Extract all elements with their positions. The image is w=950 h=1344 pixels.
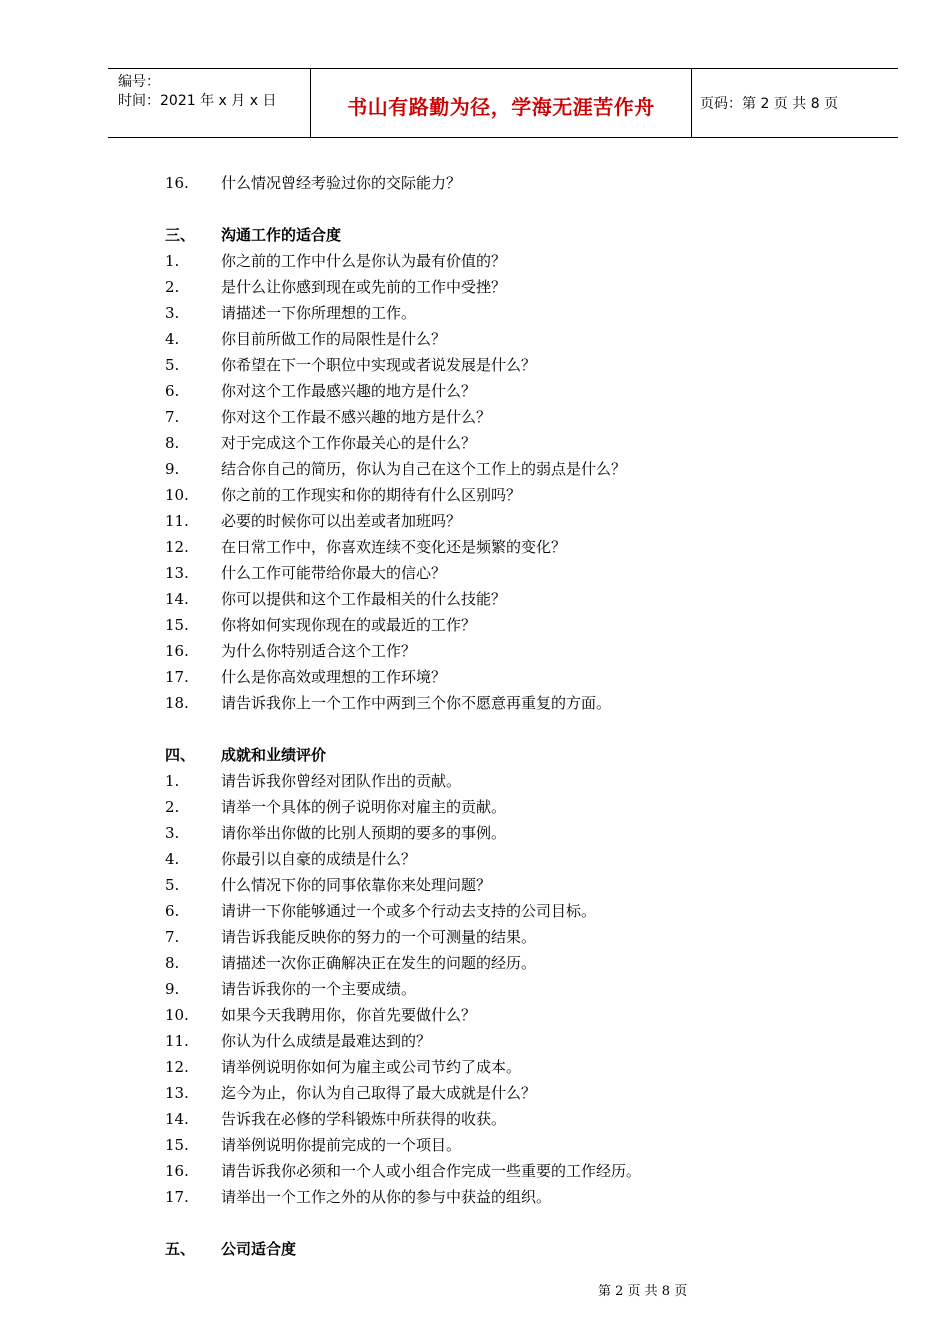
item-text: 对于完成这个工作你最关心的是什么？ (221, 434, 477, 452)
list-item (165, 352, 865, 378)
header-page-info: 页码：第 2 页 共 8 页 (700, 96, 839, 112)
item-number: 11. (165, 1032, 189, 1050)
item-text: 如果今天我聘用你，你首先要做什么？ (221, 1006, 477, 1024)
item-text: 你对这个工作最不感兴趣的地方是什么？ (221, 408, 492, 426)
item-number: 3. (165, 304, 180, 322)
list-item (165, 300, 865, 326)
item-number: 10. (165, 1006, 189, 1024)
item-number: 16. (165, 642, 189, 660)
list-item (165, 1054, 865, 1080)
item-text: 你认为什么成绩是最难达到的？ (221, 1032, 432, 1050)
item-text: 你将如何实现你现在的或最近的工作？ (221, 616, 477, 634)
item-number: 2. (165, 278, 180, 296)
item-number: 18. (165, 694, 189, 712)
item-number: 6. (165, 382, 180, 400)
section-title: 成就和业绩评价 (221, 746, 327, 764)
list-item (165, 326, 865, 352)
item-text: 什么是你高效或理想的工作环境？ (221, 668, 447, 686)
section-title: 公司适合度 (221, 1240, 297, 1258)
item-text: 请举出一个工作之外的从你的参与中获益的组织。 (221, 1188, 552, 1206)
item-text: 什么情况曾经考验过你的交际能力？ (221, 174, 462, 192)
list-item (165, 534, 865, 560)
item-text: 你最引以自豪的成绩是什么？ (221, 850, 417, 868)
item-number: 7. (165, 408, 180, 426)
item-text: 是什么让你感到现在或先前的工作中受挫？ (221, 278, 507, 296)
item-text: 请描述一下你所理想的工作。 (221, 304, 417, 322)
item-number: 5. (165, 876, 180, 894)
list-item (165, 976, 865, 1002)
list-item (165, 924, 865, 950)
item-text: 什么工作可能带给你最大的信心？ (221, 564, 447, 582)
item-number: 1. (165, 252, 180, 270)
item-text: 你希望在下一个职位中实现或者说发展是什么？ (221, 356, 537, 374)
item-number: 4. (165, 330, 180, 348)
header-page-cell (692, 69, 898, 137)
list-item (165, 638, 865, 664)
page-header (108, 68, 898, 138)
item-number: 13. (165, 564, 189, 582)
header-motto: 书山有路勤为径，学海无涯苦作舟 (347, 95, 655, 119)
list-item (165, 820, 865, 846)
item-number: 6. (165, 902, 180, 920)
list-item (165, 872, 865, 898)
item-number: 2. (165, 798, 180, 816)
section-heading (165, 222, 865, 248)
list-item (165, 560, 865, 586)
item-text: 请告诉我你曾经对团队作出的贡献。 (221, 772, 462, 790)
list-item (165, 1132, 865, 1158)
item-text: 结合你自己的简历，你认为自己在这个工作上的弱点是什么？ (221, 460, 627, 478)
list-item (165, 456, 865, 482)
list-item (165, 274, 865, 300)
section-heading (165, 1236, 865, 1262)
item-number: 16. (165, 1162, 189, 1180)
document-date-label: 时间：2021 年 x 月 x 日 (118, 93, 277, 109)
list-item (165, 1106, 865, 1132)
item-number: 14. (165, 1110, 189, 1128)
list-item (165, 482, 865, 508)
item-text: 为什么你特别适合这个工作？ (221, 642, 417, 660)
list-item (165, 1080, 865, 1106)
item-text: 请讲一下你能够通过一个或多个行动去支持的公司目标。 (221, 902, 597, 920)
item-number: 16. (165, 174, 189, 192)
list-item (165, 690, 865, 716)
document-body (165, 170, 865, 1262)
section-number: 三、 (165, 226, 196, 244)
item-number: 14. (165, 590, 189, 608)
section-title: 沟通工作的适合度 (221, 226, 342, 244)
list-item (165, 378, 865, 404)
item-number: 12. (165, 1058, 189, 1076)
item-text: 你目前所做工作的局限性是什么？ (221, 330, 447, 348)
item-text: 请你举出你做的比别人预期的要多的事例。 (221, 824, 507, 842)
list-item (165, 898, 865, 924)
item-text: 请举例说明你提前完成的一个项目。 (221, 1136, 462, 1154)
list-item (165, 950, 865, 976)
item-text: 告诉我在必修的学科锻炼中所获得的收获。 (221, 1110, 507, 1128)
item-number: 12. (165, 538, 189, 556)
item-text: 请举一个具体的例子说明你对雇主的贡献。 (221, 798, 507, 816)
item-number: 8. (165, 954, 180, 972)
document-number-label: 编号： (118, 74, 160, 90)
item-text: 请描述一次你正确解决正在发生的问题的经历。 (221, 954, 537, 972)
list-item (165, 430, 865, 456)
list-item (165, 846, 865, 872)
list-item (165, 612, 865, 638)
list-item (165, 1028, 865, 1054)
item-number: 17. (165, 668, 189, 686)
item-number: 15. (165, 616, 189, 634)
header-left-cell (108, 69, 311, 137)
item-number: 9. (165, 980, 180, 998)
page-footer: 第 2 页 共 8 页 (598, 1284, 688, 1299)
item-text: 你之前的工作中什么是你认为最有价值的？ (221, 252, 507, 270)
item-number: 4. (165, 850, 180, 868)
item-number: 5. (165, 356, 180, 374)
list-item (165, 768, 865, 794)
list-item (165, 170, 865, 196)
list-item (165, 404, 865, 430)
list-item (165, 508, 865, 534)
item-number: 11. (165, 512, 189, 530)
item-number: 13. (165, 1084, 189, 1102)
item-number: 8. (165, 434, 180, 452)
item-text: 你之前的工作现实和你的期待有什么区别吗？ (221, 486, 522, 504)
item-number: 3. (165, 824, 180, 842)
section-4-list (165, 768, 865, 1210)
item-number: 1. (165, 772, 180, 790)
list-item (165, 794, 865, 820)
item-number: 9. (165, 460, 180, 478)
item-text: 什么情况下你的同事依靠你来处理问题？ (221, 876, 492, 894)
item-number: 15. (165, 1136, 189, 1154)
item-number: 17. (165, 1188, 189, 1206)
header-motto-cell (311, 69, 692, 137)
section-number: 五、 (165, 1240, 196, 1258)
item-text: 迄今为止，你认为自己取得了最大成就是什么？ (221, 1084, 537, 1102)
item-text: 请告诉我你的一个主要成绩。 (221, 980, 417, 998)
item-text: 在日常工作中，你喜欢连续不变化还是频繁的变化？ (221, 538, 567, 556)
list-item (165, 1002, 865, 1028)
list-item (165, 586, 865, 612)
item-text: 请告诉我能反映你的努力的一个可测量的结果。 (221, 928, 537, 946)
item-number: 7. (165, 928, 180, 946)
section-heading (165, 742, 865, 768)
list-item (165, 1158, 865, 1184)
item-text: 必要的时候你可以出差或者加班吗？ (221, 512, 462, 530)
item-text: 你可以提供和这个工作最相关的什么技能？ (221, 590, 507, 608)
list-item (165, 248, 865, 274)
item-text: 你对这个工作最感兴趣的地方是什么？ (221, 382, 477, 400)
item-text: 请告诉我你上一个工作中两到三个你不愿意再重复的方面。 (221, 694, 612, 712)
item-number: 10. (165, 486, 189, 504)
item-text: 请告诉我你必须和一个人或小组合作完成一些重要的工作经历。 (221, 1162, 642, 1180)
list-item (165, 664, 865, 690)
section-number: 四、 (165, 746, 196, 764)
item-text: 请举例说明你如何为雇主或公司节约了成本。 (221, 1058, 522, 1076)
section-3-list (165, 248, 865, 716)
list-item (165, 1184, 865, 1210)
